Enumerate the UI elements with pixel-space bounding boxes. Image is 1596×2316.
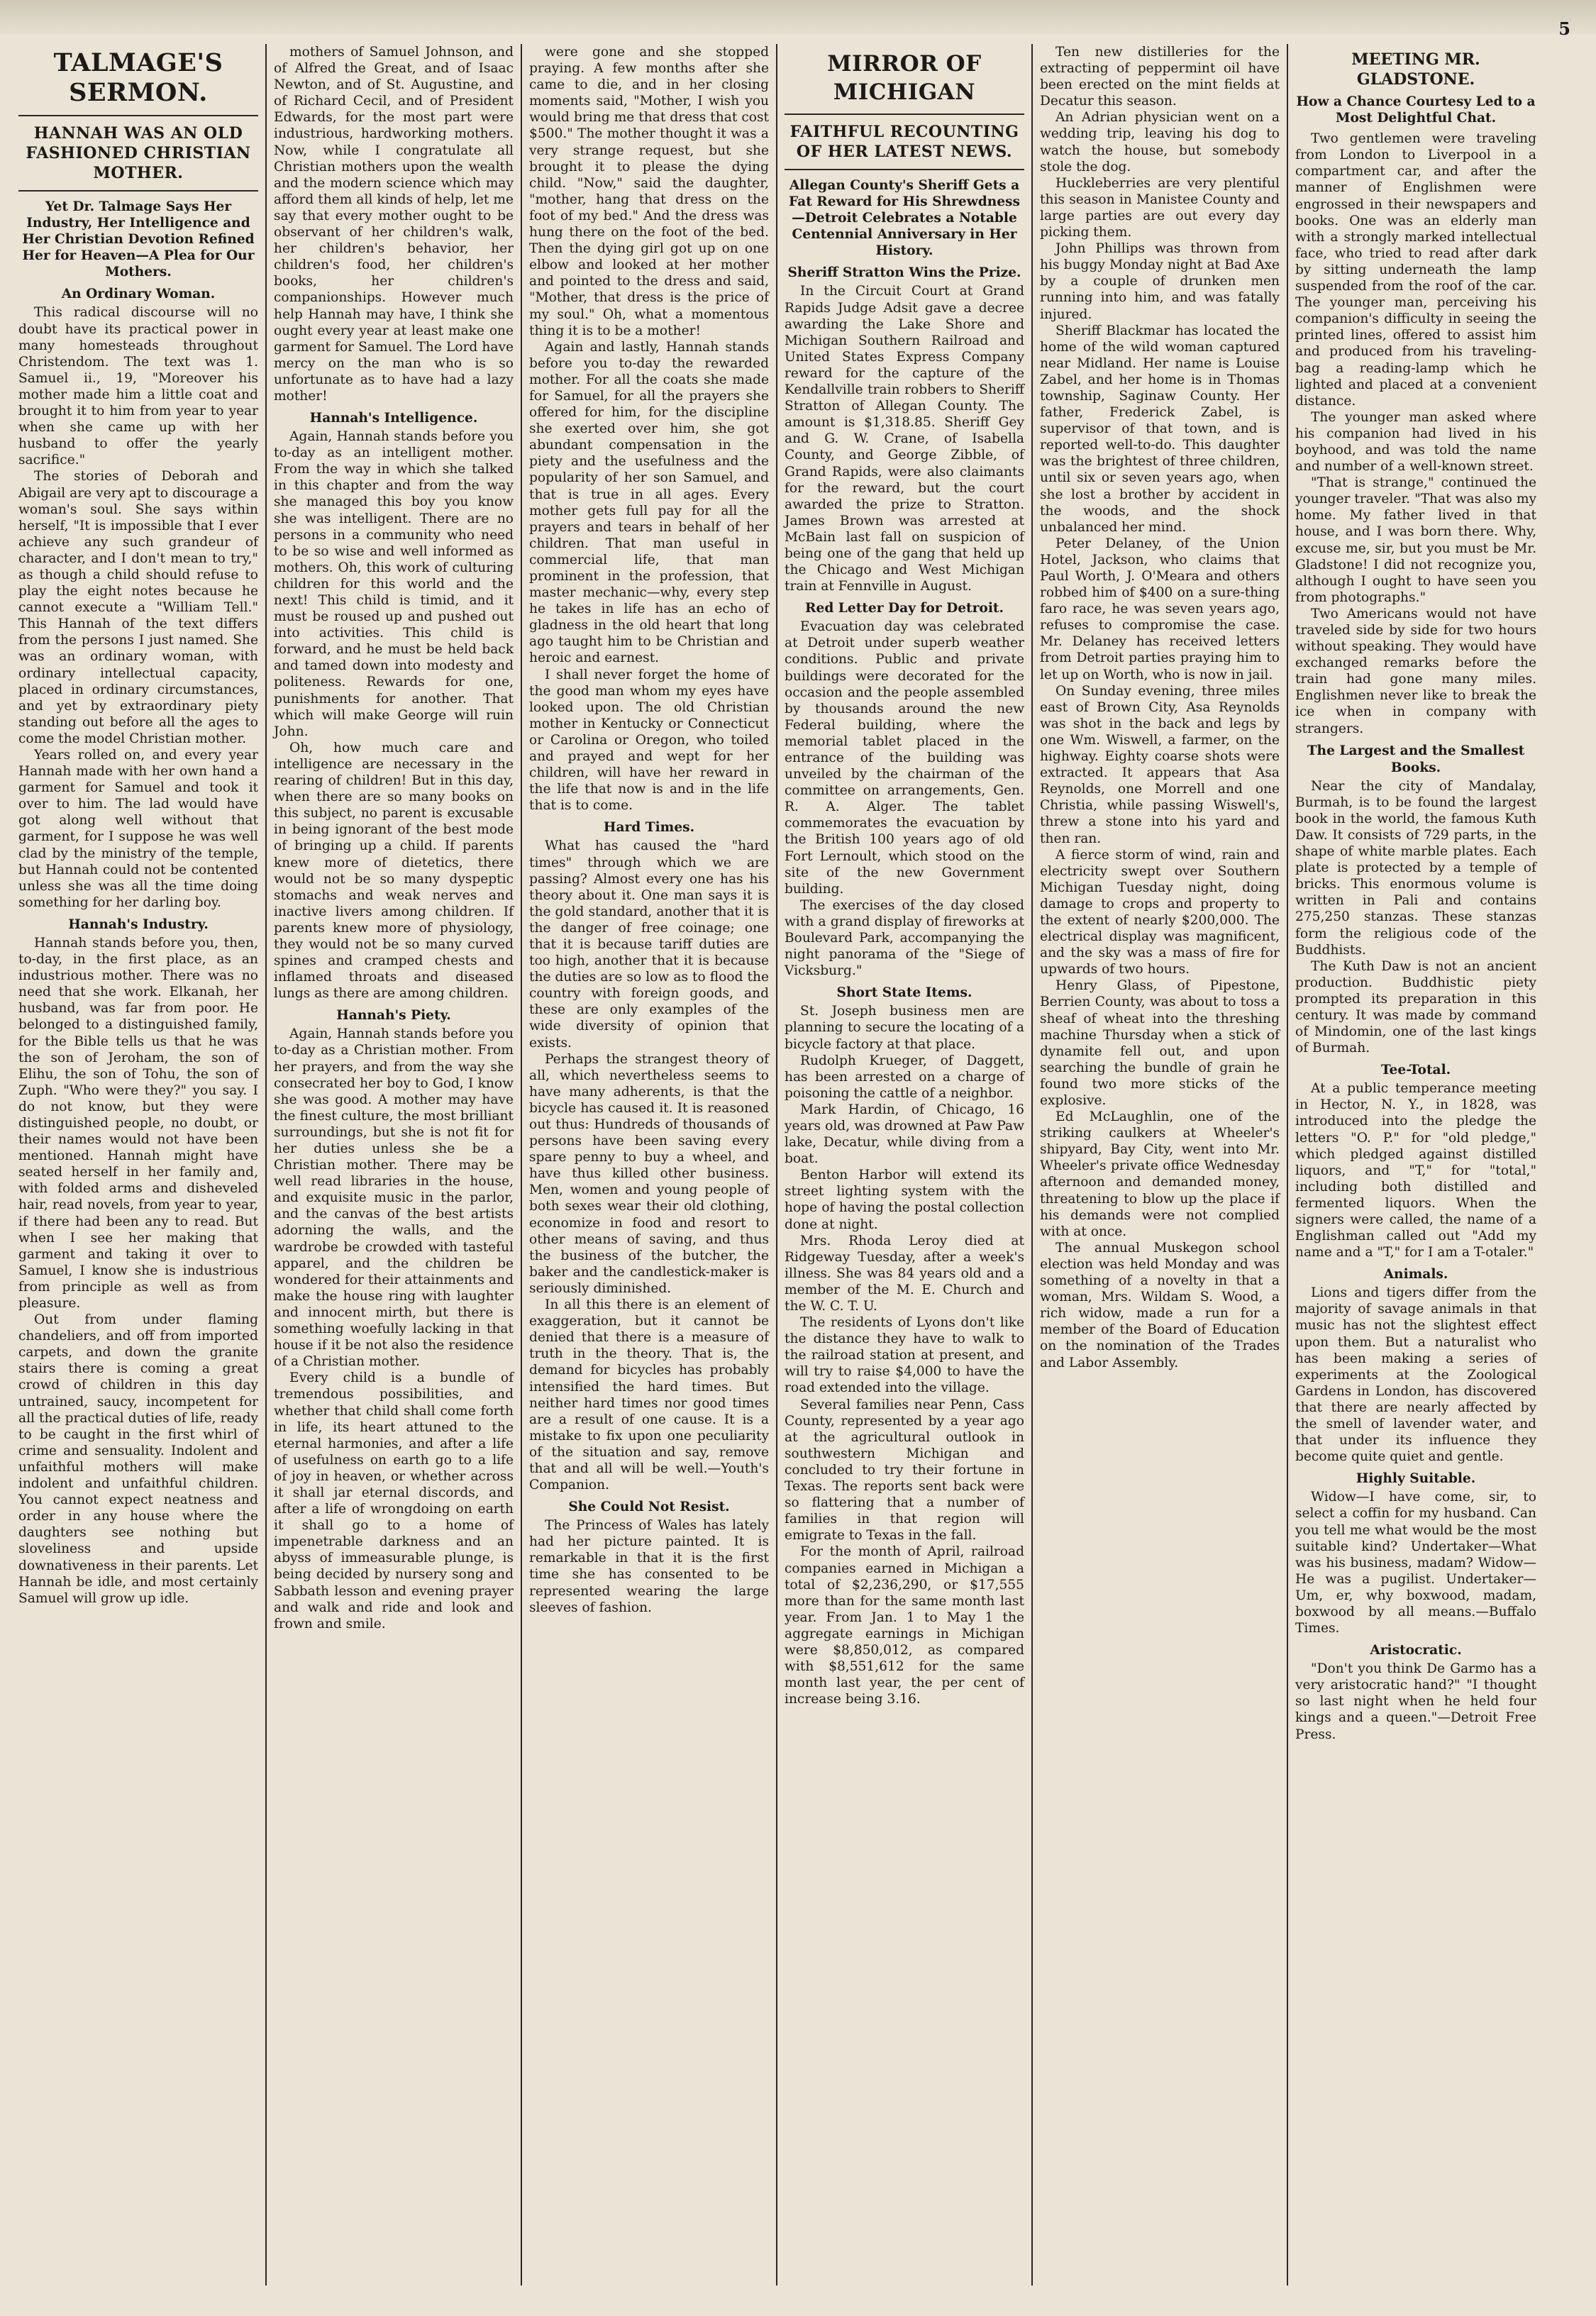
paragraph: Ed McLaughlin, one of the striking caulkers at Wheeler's shipyard, Bay City, went into Mr. Wheeler's private office Wednesday afternoon and demanded money, threatening to blow up the place if his demands were not complied with at once. — [1040, 1109, 1280, 1239]
paragraph: Every child is a bundle of tremendous possibilities, and whether that child shall come forth in life, its heart attuned to the eternal harmonies, and after a life of usefulness on earth go to a life of joy in heaven, or whether across it shall jar eternal discords, and after a life of wrongdoing on earth it shall go to a home of impenetrable darkness and an abyss of immeasurable plunge, is being decided by nursery song and Sabbath lesson and evening prayer and walk and ride and look and frown and smile. — [274, 1370, 514, 1631]
column-2 — [267, 44, 522, 2285]
paragraph: Near the city of Mandalay, Burmah, is to be found the largest book in the world, the famous Kuth Daw. It consists of 729 parts, in the shape of white marble plates. Each plate is protected by a temple of bricks. This enormous volume is written in Pali and contains 275,250 stanzas. These stanzas form the religious code of the Buddhists. — [1295, 778, 1536, 958]
paragraph: Oh, how much care and intelligence are necessary in the rearing of children! But in this day, when there are so many books on this subject, no parent is excusable in being ignorant of the best mode of bringing up a child. If parents knew more of dietetics, there would not be so many dyspeptic stomachs and weak nerves and inactive livers among children. If parents knew more of physiology, they would not be so many curved spines and cramped chests and inflamed throats and diseased lungs as there are among children. — [274, 740, 514, 1002]
divider — [785, 169, 1024, 170]
paragraph: An Adrian physician went on a wedding trip, leaving his dog to watch the house, but somebody stole the dog. — [1040, 110, 1280, 174]
paragraph: Evacuation day was celebrated at Detroit under superb weather conditions. Public and private buildings were decorated for the occasion and the people assembled by thousands around the new Federal building, where the memorial tablet placed in the entrance of the building was unveiled by the chairman of the committee on arrangements, Gen. R. A. Alger. The tablet commemorates the evacuation by the British 100 years ago of old Fort Lernoult, which stood on the site of the new Government building. — [785, 619, 1024, 897]
paragraph: At a public temperance meeting in Hector, N. Y., in 1828, was introduced into the pledge the letters "O. P." for "old pledge," which pledged against distilled liquors, and "T," for "total," including both distilled and fermented liquors. When the signers were called, the name of a Englishman called out "Add my name and a "T," for I am a T-otaler." — [1295, 1081, 1536, 1260]
paragraph: Ten new distilleries for the extracting of peppermint oil have been erected on the mint fields at Decatur this season. — [1040, 45, 1280, 109]
divider — [785, 113, 1024, 115]
paragraph: Again and lastly, Hannah stands before you to-day the rewarded mother. For all the coats she made for Samuel, for all the prayers she offered for him, for the discipline she exerted over him, she got abundant compensation in the piety and the usefulness and the popularity of her son Samuel, and that is true in all ages. Every mother gets full pay for all the prayers and tears in behalf of her children. That man useful in commercial life, that man prominent in the profession, that master mechanic—why, every step he takes in life has an echo of gladness in the old heart that long ago taught him to be Christian and heroic and earnest. — [529, 339, 769, 666]
section-heading: Hannah's Piety. — [336, 1008, 451, 1024]
column-5 — [1033, 44, 1288, 2285]
section-heading: Short State Items. — [836, 985, 972, 1001]
column-4 — [777, 44, 1033, 2285]
article-deck: Allegan County's Sheriff Gets a Fat Reward for His Shrewdness—Detroit Celebrates a Notable Centennial Anniversary in Her History. — [788, 178, 1020, 259]
section-heading: She Could Not Resist. — [568, 1500, 730, 1515]
column-3 — [522, 44, 777, 2285]
divider — [18, 190, 258, 192]
section-heading: Sheriff Stratton Wins the Prize. — [787, 265, 1021, 281]
column-1 — [11, 44, 267, 2285]
page-number: 5 — [1558, 18, 1570, 39]
paragraph: Years rolled on, and every year Hannah made with her own hand a garment for Samuel and took it over to him. The lad would have got along well without that garment, for I suppose he was well clad by the ministry of the temple, but Hannah could not be contented unless she was all the time doing something for her darling boy. — [18, 748, 258, 910]
article-headline: MEETING MR. GLADSTONE. — [1351, 50, 1480, 89]
section-heading: Aristocratic. — [1370, 1643, 1462, 1658]
section-heading: The Largest and the Smallest Books. — [1307, 743, 1525, 775]
paragraph: Perhaps the strangest theory of all, which nevertheless seems to have many adherents, is that the bicycle has caused it. It is reasoned out thus: Hundreds of thousands of persons have been saving every spare penny to buy a wheel, and have thus killed other business. Men, women and young people of both sexes wear their old clothing, economize in food and resort to other means of saving, and thus the business of the butcher, the baker and the candlestick-maker is seriously diminished. — [529, 1051, 769, 1296]
paragraph: Henry Glass, of Pipestone, Berrien County, was about to toss a sheaf of wheat into the threshing machine Thursday when a stick of dynamite fell out, and upon searching the bundle of grain he found two more sticks of the explosive. — [1040, 978, 1280, 1108]
paragraph: Sheriff Blackmar has located the home of the wild woman captured near Midland. Her name is Louise Zabel, and her home is in Thomas township, Saginaw County. Her father, Frederick Zabel, is supervisor of that town, and is reported well-to-do. This daughter was the brightest of three children, until six or seven years ago, when she lost a brother by accident in the woods, and the shock unbalanced her mind. — [1040, 323, 1280, 535]
section-heading: Hannah's Industry. — [68, 916, 209, 932]
paragraph: What has caused the "hard times" through which we are passing? Almost every one has his theory about it. One man says it is the gold standard, another that it is the danger of free coinage; one that it is because tariff duties are too high, another that it is because the duties are so low as to flood the country with foreign goods, and these are only examples of the wide diversity of opinion that exists. — [529, 838, 769, 1051]
article-subhead: FAITHFUL RECOUNTING OF HER LATEST NEWS. — [789, 123, 1019, 161]
section-heading: Animals. — [1383, 1267, 1448, 1282]
paragraph: St. Joseph business men are planning to secure the locating of a bicycle factory at that place. — [785, 1004, 1024, 1052]
paragraph: The Princess of Wales has lately had her picture painted. It is remarkable in that it is the first time she has consented to be represented wearing the large sleeves of fashion. — [529, 1518, 769, 1615]
paragraph: The annual Muskegon school election was held Monday and was something of a novelty in that a woman, Mrs. Wildam S. Wood, a rich widow, made a run for a member of the Board of Education on the nomination of the Trades and Labor Assembly. — [1040, 1240, 1280, 1370]
section-heading: Tee-Total. — [1380, 1063, 1451, 1078]
paragraph: On Sunday evening, three miles east of Brown City, Asa Reynolds was shot in the back and legs by one Wm. Wiswell, a farmer, on the highway. Eighty coarse shots were extracted. It appears that Asa Reynolds, one Morrell and one Christia, while passing Wiswell's, threw a stone into his yard and then ran. — [1040, 683, 1280, 846]
paragraph: The exercises of the day closed with a grand display of fireworks at Boulevard Park, accompanying the night panorama of the "Siege of Vicksburg." — [785, 897, 1024, 979]
paragraph: Peter Delaney, of the Union Hotel, Jackson, who claims that Paul Worth, J. O'Meara and others robbed him of $400 on a sure-thing faro race, he was seven years ago, refuses to compromise the case. Mr. Delaney has received letters from Detroit parties praying him to let up on Worth, who is now in jail. — [1040, 536, 1280, 682]
article-deck: Yet Dr. Talmage Says Her Industry, Her Intelligence and Her Christian Devotion Refined Her for Heaven—A Plea for Our Mothers. — [22, 199, 255, 280]
paragraph: In the Circuit Court at Grand Rapids Judge Adsit gave a decree awarding the Lake Shore and Michigan Southern Railroad and United States Express Company reward for the capture of the Kendallville train robbers to Sheriff Stratton of Allegan County. The amount is $1,318.85. Sheriff Gey and G. W. Crane, of Isabella County, and George Zibble, of Grand Rapids, were also claimants for the reward, but the court awarded the prize to Stratton. James Brown was arrested at McBain last fall on suspicion of being one of the gang that held up the Chicago and West Michigan train at Fennville in August. — [785, 284, 1024, 594]
section-heading: Hannah's Intelligence. — [309, 411, 478, 426]
paragraph: Again, Hannah stands before you to-day as an intelligent mother. From the way in which she talked in this chapter and from the way she managed this boy you know she was intelligent. There are no persons in a community who need to be so wise and well informed as mothers. Oh, this work of culturing children for this world and the next! This child is timid, and it must be roused up and pushed out into activities. This child is forward, and he must be held back and tamed down into modesty and politeness. Rewards for one, punishments for another. That which will make George will ruin John. — [274, 429, 514, 739]
paragraph: The younger man asked where his companion had lived in his boyhood, and was told the name and number of a well-known street. — [1295, 409, 1536, 475]
paragraph: In all this there is an element of exaggeration, but it cannot be denied that there is a measure of truth in the theory. That is, the demand for bicycles has probably intensified the hard times. But neither hard times nor good times are a result of one cause. It is a mistake to fix upon one peculiarity of the situation and say, remove that and all will be well.—Youth's Companion. — [529, 1297, 769, 1493]
section-heading: Red Letter Day for Detroit. — [805, 601, 1004, 616]
paragraph: Two gentlemen were traveling from London to Liverpool in a compartment car, and after the manner of Englishmen were engrossed in their newspapers and books. One was an elderly man with a strongly marked intellectual face, who tried to read after dark by sitting underneath the lamp suspended from the roof of the car. The younger man, perceiving his companion's difficulty in seeing the printed lines, offered to assist him and produced from his traveling-bag a reading-lamp which he lighted and placed at a convenient distance. — [1295, 131, 1536, 409]
paragraph: The Kuth Daw is not an ancient production. Buddhistic piety prompted its preparation in this century. It was made by command of Mindomin, one of the last kings of Burmah. — [1295, 958, 1536, 1056]
article-deck: How a Chance Courtesy Led to a Most Delightful Chat. — [1296, 94, 1536, 126]
paragraph: Several families near Penn, Cass County, represented by a year ago at the agricultural outlook in southwestern Michigan and concluded to try their fortune in Texas. The reports sent back were so flattering that a number of families in that region will emigrate to Texas in the fall. — [785, 1397, 1024, 1544]
paragraph: Benton Harbor will extend its street lighting system with the hope of having the postal collection done at night. — [785, 1168, 1024, 1232]
article-headline: MIRROR OF MICHIGAN — [827, 51, 982, 105]
paragraph: "That is strange," continued the younger traveler. "That was also my home. My father lived in that house, and I was born there. Why, excuse me, sir, but you must be Mr. Gladstone! I did not recognize you, although I ought to have seen you from photographs." — [1295, 475, 1536, 605]
paragraph: "Don't you think De Garmo has a very aristocratic hand?" "I thought so last night when he held four kings and a queen."—Detroit Free Press. — [1295, 1661, 1536, 1742]
paragraph: Two Americans would not have traveled side by side for two hours without speaking. They would have exchanged remarks before the train had gone many miles. Englishmen never like to break the ice when in company with strangers. — [1295, 606, 1536, 736]
paragraph: Hannah stands before you, then, to-day, in the first place, as an industrious mother. There was no need that she work. Elkanah, her husband, was far from poor. He belonged to a distinguished family, for the Bible tells us that he was the son of Jeroham, the son of Elihu, the son of Tohu, the son of Zuph. "Who were they?" you say. I do not know, but they were distinguished people, no doubt, or their names would not have been mentioned. Hannah might have seated herself in her family and, with folded arms and disheveled hair, read novels, from year to year, if there had been any to read. But when I see her making that garment and taking it over to Samuel, I know she is industrious from principle as well as from pleasure. — [18, 935, 258, 1311]
paragraph: Again, Hannah stands before you to-day as a Christian mother. From her prayers, and from the way she consecrated her boy to God, I know she was good. A mother may have the finest culture, the most brilliant surroundings, but she is not fit for her duties unless she be a Christian mother. There may be well read libraries in the house, and exquisite music in the parlor, and the canvas of the best artists adorning the walls, and the wardrobe be crowded with tasteful apparel, and the children be wondered for their attainments and make the house ring with laughter and innocent mirth, but there is something woefully lacking in that house if it be not also the residence of a Christian mother. — [274, 1026, 514, 1370]
divider — [18, 115, 258, 116]
section-heading: Hard Times. — [603, 820, 695, 836]
paragraph: Widow—I have come, sir, to select a coffin for my husband. Can you tell me what would be the most suitable kind? Undertaker—What was his business, madam? Widow—He was a pugilist. Undertaker—Um, er, why boxwood, madam, boxwood by all means.—Buffalo Times. — [1295, 1490, 1536, 1636]
paragraph: The stories of Deborah and Abigail are very apt to discourage a woman's soul. She says within herself, "It is impossible that I ever achieve any such grandeur of character, and I don't mean to try," as though a child should refuse to play the eight notes because he cannot execute a "William Tell." This Hannah of the text differs from the persons I just named. She was an ordinary woman, with ordinary intellectual capacity, placed in ordinary circumstances, and yet by extraordinary piety standing out before all the ages to come the model Christian mother. — [18, 469, 258, 746]
paragraph: Out from under flaming chandeliers, and off from imported carpets, and down the granite stairs there is coming a great crowd of children in this day untrained, saucy, incompetent for all the practical duties of life, ready to be caught in the first whirl of crime and sensuality. Indolent and unfaithful mothers will make indolent and unfaithful children. You cannot expect neatness and order in any house where the daughters see nothing but sloveliness and upside downativeness in their parents. Let Hannah be idle, and most certainly Samuel will grow up idle. — [18, 1312, 258, 1606]
paragraph: Rudolph Krueger, of Daggett, has been arrested on a charge of poisoning the cattle of a neighbor. — [785, 1053, 1024, 1101]
paragraph: This radical discourse will no doubt have its practical power in many homesteads throughout Christendom. The text was 1. Samuel ii., 19, "Moreover his mother made him a little coat and brought it to him from year to year when she came up with her husband to offer the yearly sacrifice." — [18, 305, 258, 468]
paragraph: were gone and she stopped praying. A few months after she came to die, and in her closing moments said, "Mother, I wish you would bring me that dress that cost $500." The mother thought it was a very strange request, but she brought it to please the dying child. "Now," said the daughter, "mother, hang that dress on the foot of my bed." And the dress was hung there on the foot of the bed. Then the dying girl got up on one elbow and looked at her mother and pointed to the dress and said, "Mother, that dress is the price of my soul." Oh, what a momentous thing it is to be a mother! — [529, 45, 769, 338]
section-heading: Highly Suitable. — [1356, 1471, 1476, 1487]
article-headline: TALMAGE'S SERMON. — [53, 48, 223, 107]
article-subhead: HANNAH WAS AN OLD FASHIONED CHRISTIAN MOTHER. — [26, 124, 251, 182]
section-heading: An Ordinary Woman. — [61, 287, 216, 302]
paragraph: Mark Hardin, of Chicago, 16 years old, was drowned at Paw Paw lake, Decatur, while diving from a boat. — [785, 1102, 1024, 1167]
paragraph: The residents of Lyons don't like the distance they have to walk to the railroad station at present, and will try to raise $4,000 to have the road extended into the village. — [785, 1315, 1024, 1396]
top-strip — [0, 0, 1596, 34]
paragraph: John Phillips was thrown from his buggy Monday night at Bad Axe by a couple of drunken men running into him, and was fatally injured. — [1040, 241, 1280, 322]
paragraph: For the month of April, railroad companies earned in Michigan a total of $2,236,290, or $17,555 more than for the same month last year. From Jan. 1 to May 1 the aggregate earnings in Michigan were $8,850,012, as compared with $8,551,612 for the same month last year, the per cent of increase being 3.16. — [785, 1544, 1024, 1707]
column-6 — [1288, 44, 1544, 2285]
paragraph: A fierce storm of wind, rain and electricity swept over Southern Michigan Tuesday night, doing damage to crops and property to the extent of nearly $200,000. The electrical display was magnificent, and the sky was a mass of fire for upwards of two hours. — [1040, 847, 1280, 977]
paragraph: Lions and tigers differ from the majority of savage animals in that music has not the slightest effect upon them. But a naturalist who has been making a series of experiments at the Zoological Gardens in London, has discovered that there are nearly affected by the smell of lavender water, and that under its influence they become quite quiet and gentle. — [1295, 1285, 1536, 1465]
paragraph: Mrs. Rhoda Leroy died at Ridgeway Tuesday, after a week's illness. She was 84 years old and a member of the M. E. Church and the W. C. T. U. — [785, 1233, 1024, 1314]
paragraph: I shall never forget the home of the good man whom my eyes have looked upon. The old Christian mother in Kentucky or Connecticut or Carolina or Oregon, who toiled and prayed and wept for her children, will have her reward in the life that now is and in the life that is to come. — [529, 667, 769, 814]
paragraph: mothers of Samuel Johnson, and of Alfred the Great, and of Isaac Newton, and of St. Augustine, and of Richard Cecil, and of President Edwards, for the most part were industrious, hardworking mothers. Now, while I congratulate all Christian mothers upon the wealth and the modern science which may afford them all kinds of help, let me say that every mother ought to be observant of her children's walk, her children's behavior, her children's food, her children's books, her children's companionships. However much help Hannah may have, I think she ought every year at least make one garment for Samuel. The Lord have mercy on the man who is so unfortunate as to have had a lazy mother! — [274, 45, 514, 404]
column-row — [11, 44, 1585, 2285]
paragraph: Huckleberries are very plentiful this season in Manistee County and large parties are out every day picking them. — [1040, 175, 1280, 240]
